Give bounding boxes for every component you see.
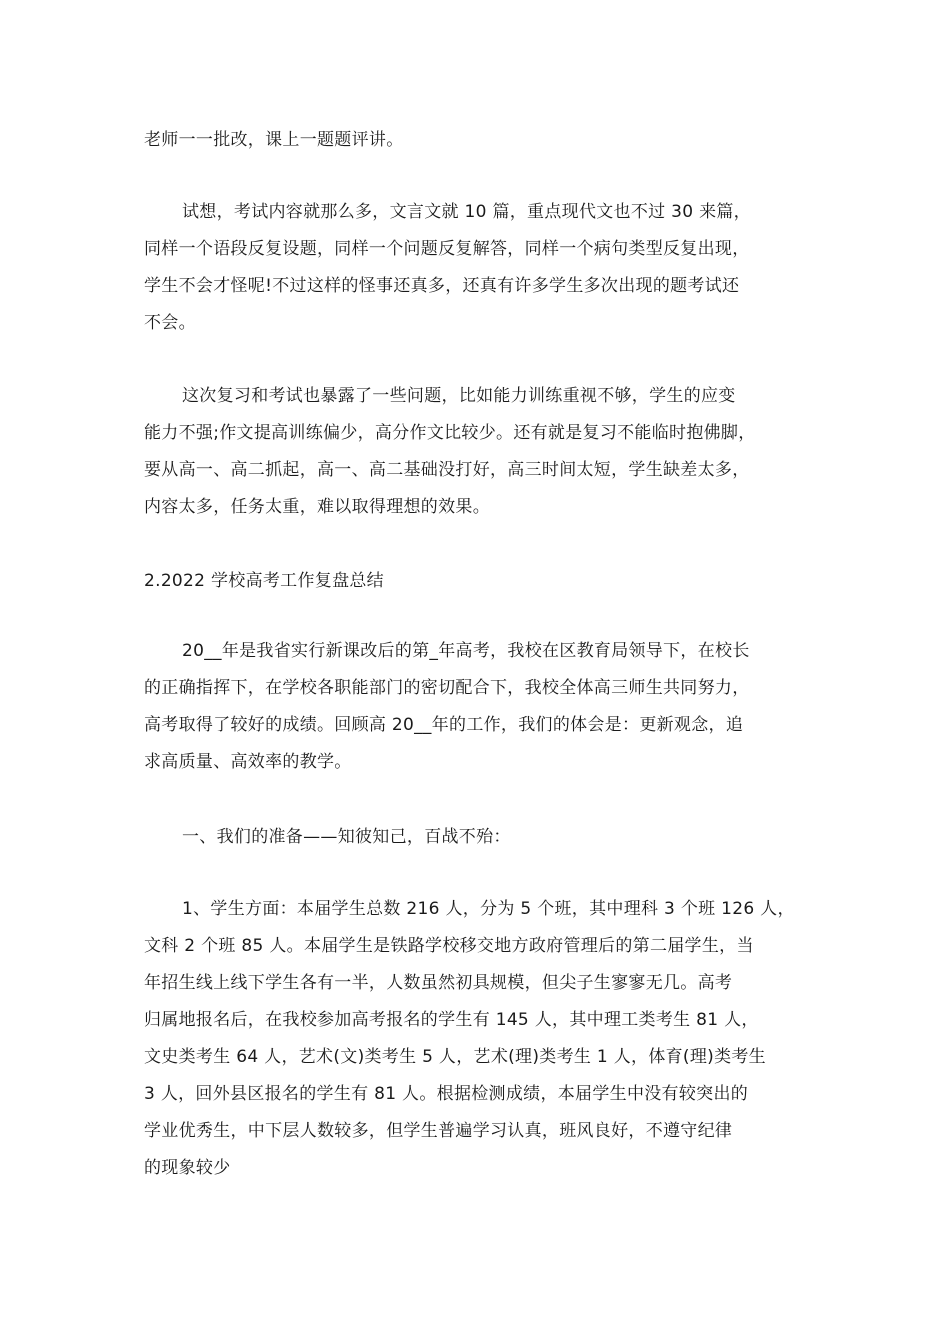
heading-text: 2.2022 学校高考工作复盘总结 bbox=[144, 571, 384, 591]
paragraph-students bbox=[144, 891, 816, 1187]
text-line: 同样一个语段反复设题，同样一个问题反复解答，同样一个病句类型反复出现， bbox=[144, 239, 750, 259]
text-line: 求高质量、高效率的教学。 bbox=[144, 752, 352, 772]
paragraph-teacher-correction bbox=[144, 122, 816, 159]
text-line: 的现象较少 bbox=[144, 1158, 231, 1178]
paragraph-exam-content bbox=[144, 194, 816, 342]
text-line: 文科 2 个班 85 人。本届学生是铁路学校移交地方政府管理后的第二届学生，当 bbox=[144, 936, 754, 956]
text-line: 试想，考试内容就那么多，文言文就 10 篇，重点现代文也不过 30 来篇， bbox=[182, 202, 751, 222]
section-heading bbox=[144, 563, 816, 600]
text-line: 20__年是我省实行新课改后的第_年高考，我校在区教育局领导下，在校长 bbox=[182, 641, 750, 661]
text-line: 不会。 bbox=[144, 313, 196, 333]
text-line: 学生不会才怪呢!不过这样的怪事还真多，还真有许多学生多次出现的题考试还 bbox=[144, 276, 740, 296]
text-line: 的正确指挥下，在学校各职能部门的密切配合下，我校全体高三师生共同努力， bbox=[144, 678, 750, 698]
text-line: 归属地报名后，在我校参加高考报名的学生有 145 人，其中理工类考生 81 人， bbox=[144, 1010, 759, 1030]
subsection-heading bbox=[144, 819, 816, 856]
text-line: 高考取得了较好的成绩。回顾高 20__年的工作，我们的体会是：更新观念，追 bbox=[144, 715, 744, 735]
heading-text: 一、我们的准备——知彼知己，百战不殆： bbox=[182, 827, 511, 847]
text-line: 内容太多，任务太重，难以取得理想的效果。 bbox=[144, 497, 490, 517]
text-line: 老师一一批改，课上一题题评讲。 bbox=[144, 130, 404, 150]
text-line: 要从高一、高二抓起，高一、高二基础没打好，高三时间太短，学生缺差太多， bbox=[144, 460, 750, 480]
text-line: 能力不强;作文提高训练偏少，高分作文比较少。还有就是复习不能临时抱佛脚， bbox=[144, 423, 756, 443]
text-line: 3 人，回外县区报名的学生有 81 人。根据检测成绩，本届学生中没有较突出的 bbox=[144, 1084, 749, 1104]
paragraph-problems bbox=[144, 378, 816, 526]
text-line: 年招生线上线下学生各有一半，人数虽然初具规模，但尖子生寥寥无几。高考 bbox=[144, 973, 733, 993]
text-line: 学业优秀生，中下层人数较多，但学生普遍学习认真，班风良好，不遵守纪律 bbox=[144, 1121, 733, 1141]
text-line: 这次复习和考试也暴露了一些问题，比如能力训练重视不够，学生的应变 bbox=[182, 386, 736, 406]
paragraph-intro bbox=[144, 633, 816, 781]
text-line: 文史类考生 64 人，艺术(文)类考生 5 人，艺术(理)类考生 1 人，体育(理)类考生 bbox=[144, 1047, 766, 1067]
text-line: 1、学生方面：本届学生总数 216 人，分为 5 个班，其中理科 3 个班 126 人， bbox=[182, 899, 795, 919]
